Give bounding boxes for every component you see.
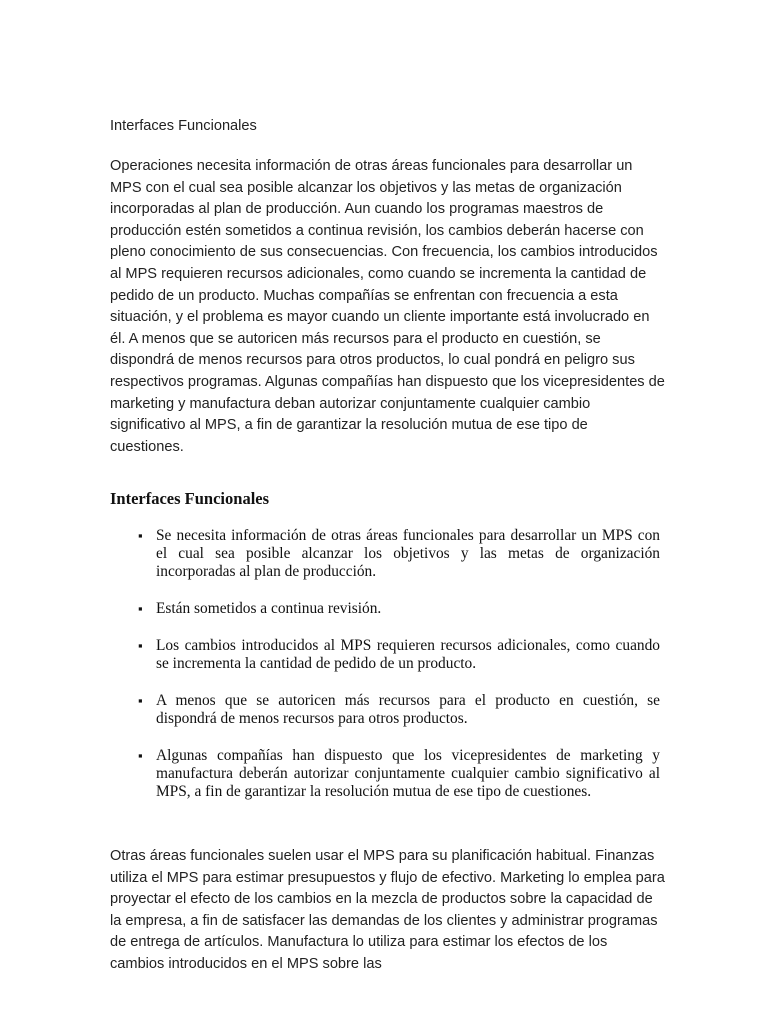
bullet-text: Algunas compañías han dispuesto que los vicepresidentes de marketing y manufactura deberán autorizar conjuntamente cualquier cambio significativo al MPS, a fin de garantizar la resolución mutua de ese tipo de cuestiones. xyxy=(156,747,660,800)
bullet-square-icon: ▪ xyxy=(138,528,143,543)
bullet-item xyxy=(110,527,660,581)
bullet-square-icon: ▪ xyxy=(138,601,143,616)
document-heading: Interfaces Funcionales xyxy=(110,118,257,134)
bullet-text: A menos que se autoricen más recursos para el producto en cuestión, se dispondrá de menos recursos para otros productos. xyxy=(156,692,660,727)
intro-paragraph: Operaciones necesita información de otras áreas funcionales para desarrollar un MPS con el cual sea posible alcanzar los objetivos y las metas de organización incorporadas al plan de producción. Aun cuando los programas maestros de producción estén sometidos a continua revisión, los cambios deberán hacerse con pleno conocimiento de sus consecuencias. Con frecuencia, los cambios introducidos al MPS requieren recursos adicionales, como cuando se incrementa la cantidad de pedido de un producto. Muchas compañías se enfrentan con frecuencia a esta situación, y el problema es mayor cuando un cliente importante está involucrado en él. A menos que se autoricen más recursos para el producto en cuestión, se dispondrá de menos recursos para otros productos, lo cual pondrá en peligro sus respectivos programas. Algunas compañías han dispuesto que los vicepresidentes de marketing y manufactura deban autorizar conjuntamente cualquier cambio significativo al MPS, a fin de garantizar la resolución mutua de ese tipo de cuestiones. xyxy=(110,158,665,455)
bullet-text: Los cambios introducidos al MPS requieren recursos adicionales, como cuando se incrementa la cantidad de pedido de un producto. xyxy=(156,637,660,672)
bullet-list xyxy=(110,527,660,820)
bullet-item xyxy=(110,692,660,728)
closing-paragraph: Otras áreas funcionales suelen usar el MPS para su planificación habitual. Finanzas utiliza el MPS para estimar presupuestos y flujo de efectivo. Marketing lo emplea para proyectar el efecto de los cambios en la mezcla de productos sobre la capacidad de la empresa, a fin de satisfacer las demandas de los clientes y administrar programas de entrega de artículos. Manufactura lo utiliza para estimar los efectos de los cambios introducidos en el MPS sobre las xyxy=(110,848,665,972)
bullet-item xyxy=(110,600,660,618)
bullet-square-icon: ▪ xyxy=(138,638,143,653)
slide-heading: Interfaces Funcionales xyxy=(110,489,270,508)
bullet-square-icon: ▪ xyxy=(138,748,143,763)
bullet-text: Se necesita información de otras áreas funcionales para desarrollar un MPS con el cual sea posible alcanzar los objetivos y las metas de organización incorporadas al plan de producción. xyxy=(156,527,660,580)
bullet-item xyxy=(110,637,660,673)
bullet-text: Están sometidos a continua revisión. xyxy=(156,600,382,617)
bullet-square-icon: ▪ xyxy=(138,693,143,708)
bullet-item xyxy=(110,747,660,801)
